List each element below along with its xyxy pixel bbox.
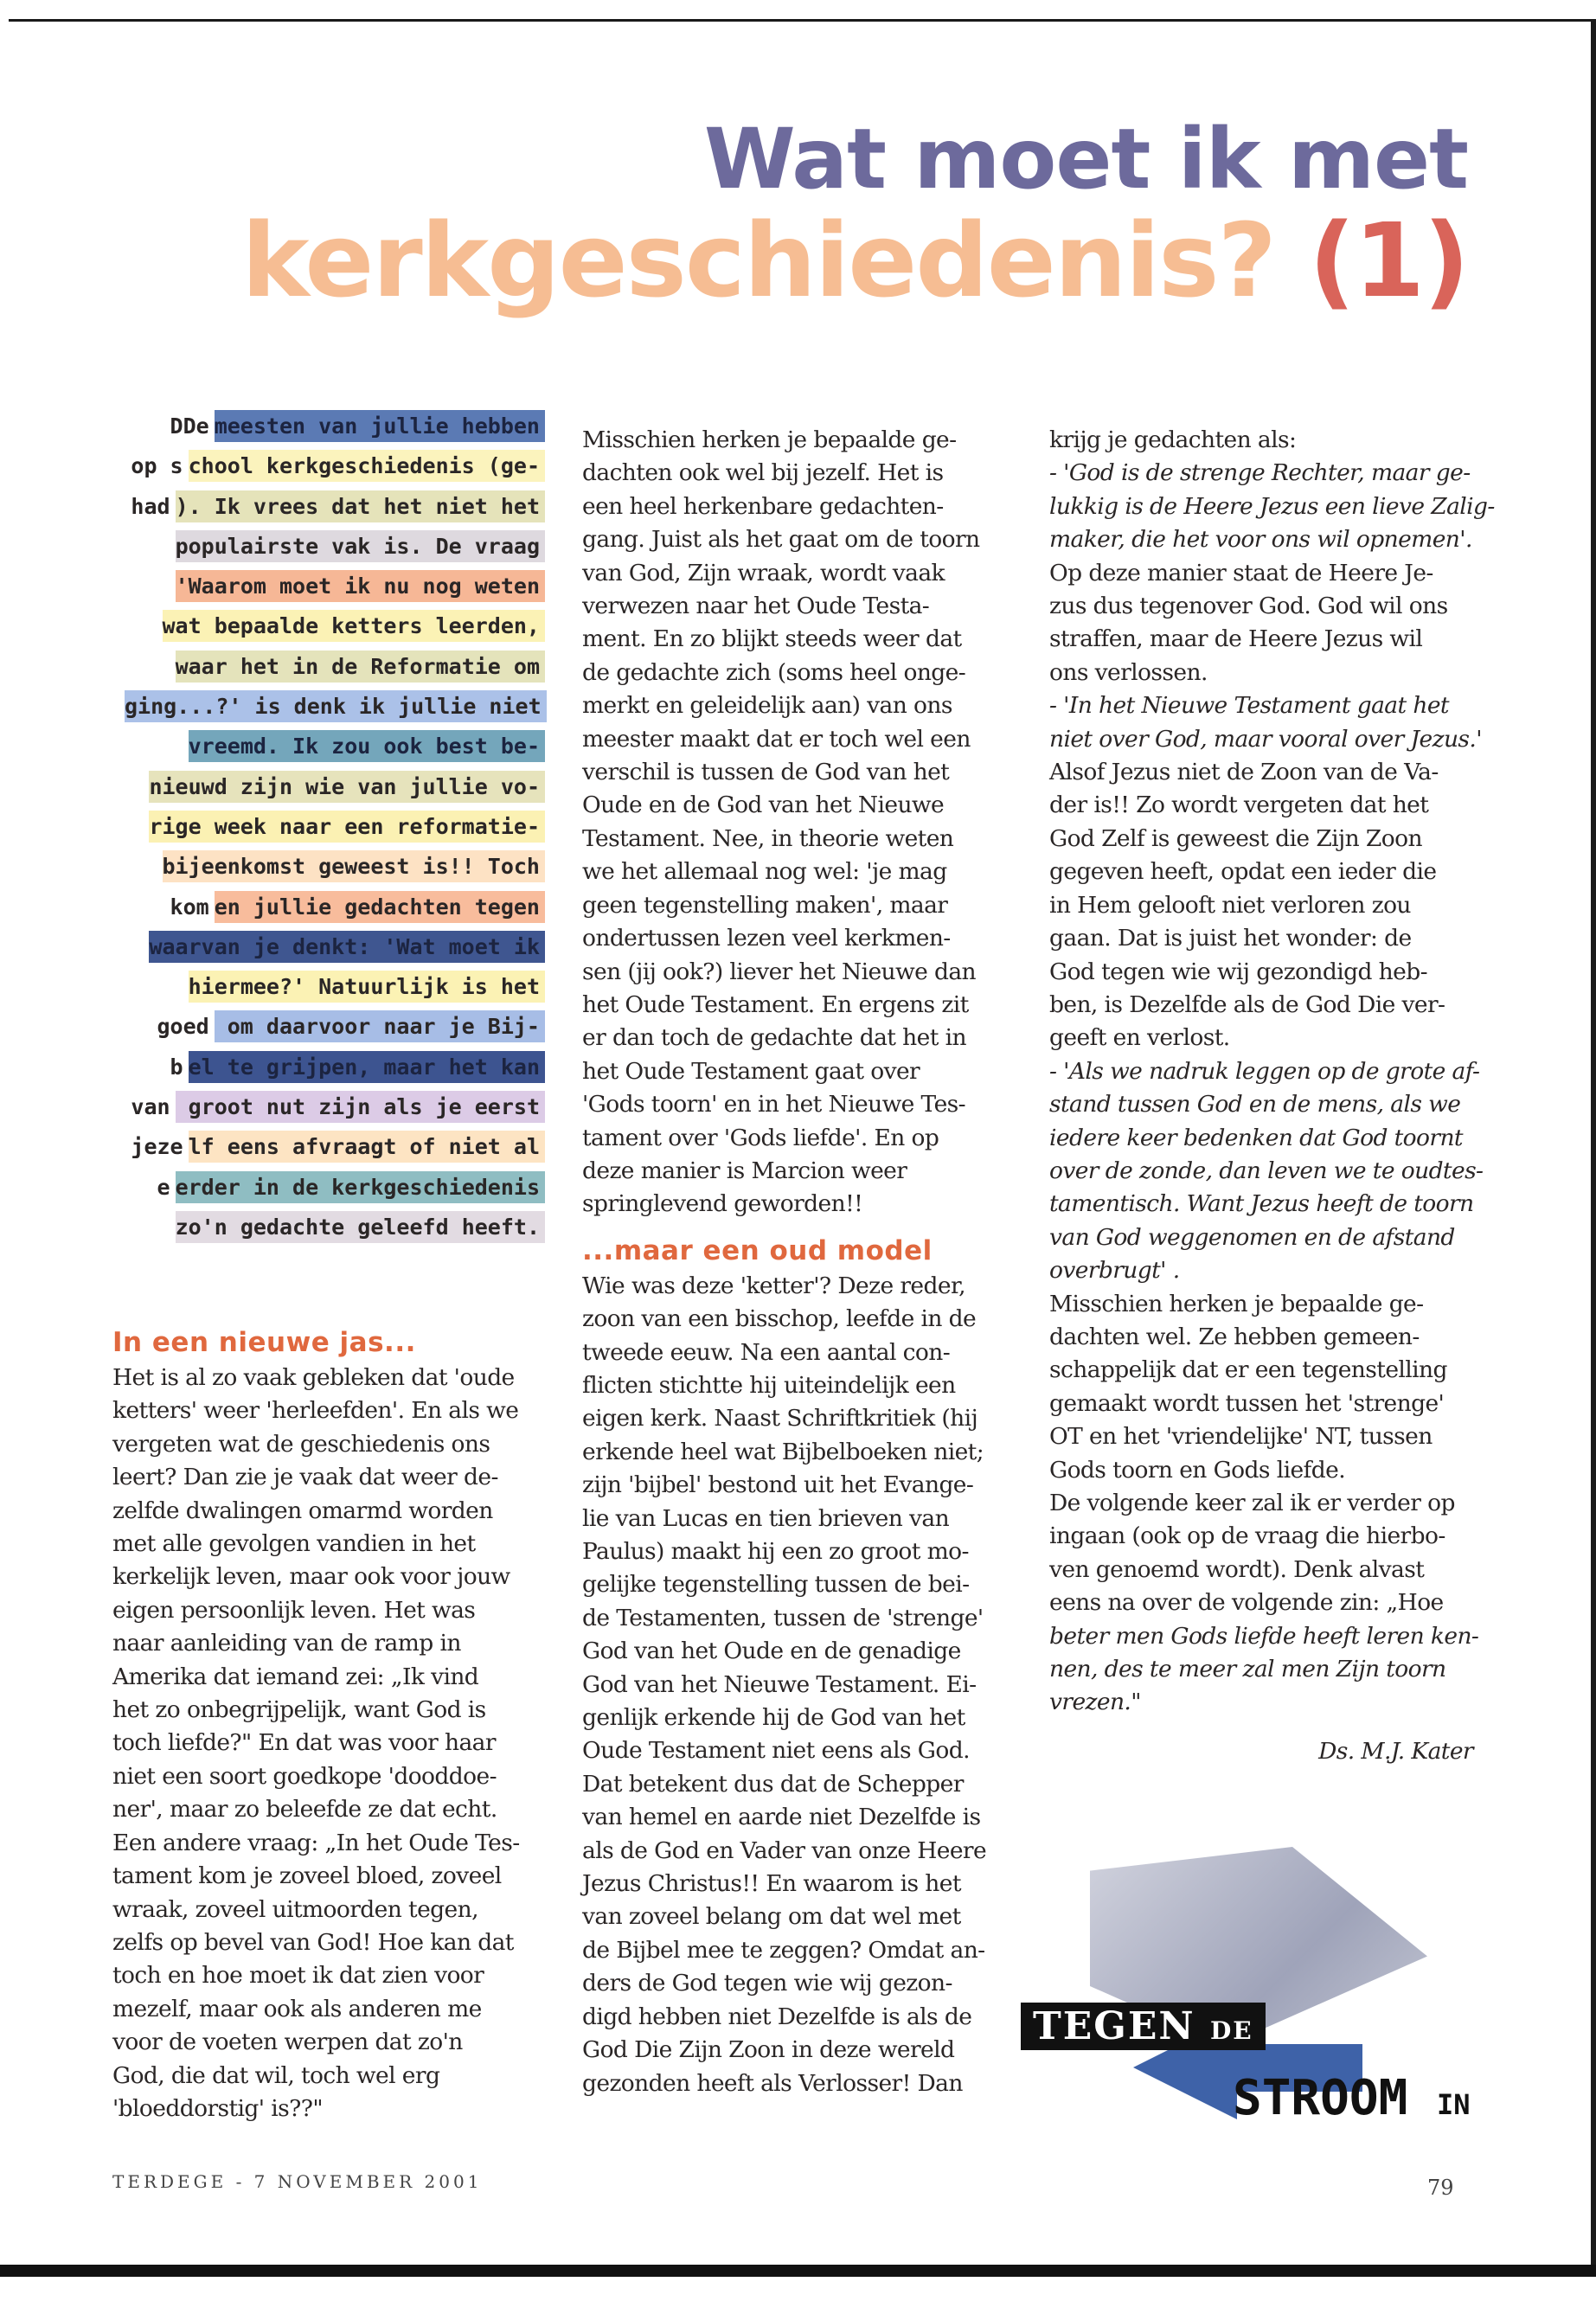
intro-line-highlight: erder in de kerkgeschiedenis bbox=[176, 1171, 545, 1203]
intro-line bbox=[112, 1087, 545, 1127]
intro-line-prefix bbox=[112, 690, 125, 722]
intro-line bbox=[112, 647, 545, 687]
intro-line-highlight: om daarvoor naar je Bij- bbox=[215, 1010, 545, 1042]
text-line: gaan. Dat is juist het wonder: de bbox=[1049, 925, 1412, 952]
text-line: van hemel en aarde niet Dezelfde is bbox=[582, 1804, 981, 1831]
article-title-line1: Wat moet ik met bbox=[703, 111, 1468, 208]
text-line: zus dus tegenover God. God wil ons bbox=[1049, 593, 1448, 620]
text-line: het Oude Testament gaat over bbox=[582, 1057, 920, 1085]
text-line: Een andere vraag: „In het Oude Tes- bbox=[112, 1829, 520, 1856]
logo-stroom bbox=[1233, 2070, 1471, 2126]
text-line: God Die Zijn Zoon in deze wereld bbox=[582, 2036, 955, 2064]
intro-line-prefix: e bbox=[157, 1174, 170, 1200]
text-line: in Hem gelooft niet verloren zou bbox=[1049, 891, 1411, 919]
author-signature: Ds. M.J. Kater bbox=[1318, 1737, 1473, 1765]
text-line: ingaan (ook op de vraag die hierbo- bbox=[1049, 1522, 1445, 1550]
intro-line bbox=[112, 767, 545, 807]
intro-line-highlight: waar het in de Reformatie om bbox=[176, 651, 545, 683]
intro-line-prefix: van bbox=[131, 1094, 170, 1120]
intro-line bbox=[112, 407, 545, 446]
page-border-right bbox=[1591, 19, 1596, 2268]
text-line: ons verlossen. bbox=[1049, 658, 1208, 686]
intro-line-highlight: groot nut zijn als je eerst bbox=[176, 1091, 545, 1123]
text-line: niet een soort goedkope 'dooddoe- bbox=[112, 1762, 497, 1790]
text-line: met alle gevolgen vandien in het bbox=[112, 1530, 476, 1558]
text-line: er dan toch de gedachte dat het in bbox=[582, 1024, 966, 1052]
text-line: als de God en Vader van onze Heere bbox=[582, 1836, 987, 1864]
intro-line bbox=[112, 807, 545, 847]
intro-line-highlight: lf eens afvraagt of niet al bbox=[189, 1131, 545, 1163]
text-line: Oude en de God van het Nieuwe bbox=[582, 792, 945, 819]
text-line: een heel herkenbare gedachten- bbox=[582, 492, 944, 520]
intro-line bbox=[112, 967, 545, 1007]
text-line: ven genoemd wordt). Denk alvast bbox=[1049, 1555, 1425, 1583]
intro-line-prefix bbox=[137, 771, 149, 803]
text-line: Dat betekent dus dat de Schepper bbox=[582, 1770, 964, 1798]
intro-line-prefix: b bbox=[170, 1054, 183, 1080]
text-line: Gods toorn en Gods liefde. bbox=[1049, 1456, 1346, 1484]
logo-tegen bbox=[1021, 2003, 1266, 2050]
text-line: Oude Testament niet eens als God. bbox=[582, 1737, 970, 1765]
intro-line bbox=[112, 727, 545, 766]
text-line: - 'In het Nieuwe Testament gaat het bbox=[1049, 692, 1449, 720]
text-line: tament over 'Gods liefde'. En op bbox=[582, 1124, 939, 1151]
text-line: geen tegenstelling maken', maar bbox=[582, 891, 948, 919]
intro-line-prefix bbox=[176, 730, 189, 762]
text-line: Amerika dat iemand zei: „Ik vind bbox=[112, 1663, 479, 1690]
text-line: Paulus) maakt hij een zo groot mo- bbox=[582, 1538, 969, 1565]
intro-line-prefix: goed bbox=[157, 1014, 209, 1040]
text-line: God van het Oude en de genadige bbox=[582, 1638, 961, 1665]
text-line: geeft en verlost. bbox=[1049, 1024, 1230, 1052]
text-line: mezelf, maar ook als anderen me bbox=[112, 1995, 482, 2022]
text-line: verschil is tussen de God van het bbox=[582, 759, 950, 786]
intro-line-highlight: ging...?' is denk ik jullie niet bbox=[125, 690, 547, 722]
text-line: Misschien herken je bepaalde ge- bbox=[1049, 1290, 1424, 1317]
text-line: straffen, maar de Heere Jezus wil bbox=[1049, 625, 1423, 653]
text-line: zijn 'bijbel' bestond uit het Evange- bbox=[582, 1471, 974, 1499]
text-line: toch en hoe moet ik dat zien voor bbox=[112, 1962, 484, 1990]
intro-line-prefix bbox=[163, 530, 176, 562]
column-3 bbox=[1049, 424, 1495, 1768]
intro-line-prefix bbox=[151, 850, 163, 882]
text-line: eigen kerk. Naast Schriftkritiek (hij bbox=[582, 1405, 978, 1433]
text-line: dachten wel. Ze hebben gemeen- bbox=[1049, 1323, 1420, 1350]
text-line: zelfde dwalingen omarmd worden bbox=[112, 1497, 493, 1524]
text-line: genlijk erkende hij de God van het bbox=[582, 1704, 965, 1732]
text-line: de Bijbel mee te zeggen? Omdat an- bbox=[582, 1936, 985, 1964]
column-1 bbox=[112, 1324, 520, 2125]
text-line: schappelijk dat er een tegenstelling bbox=[1049, 1356, 1447, 1384]
page-border-bottom bbox=[0, 2265, 1596, 2277]
page-number: 79 bbox=[1427, 2176, 1454, 2200]
intro-line-prefix: op s bbox=[131, 453, 183, 479]
intro-line bbox=[112, 927, 545, 967]
text-line: het Oude Testament. En ergens zit bbox=[582, 990, 969, 1018]
text-line: vrezen." bbox=[1049, 1689, 1141, 1716]
text-line: sen (jij ook?) liever het Nieuwe dan bbox=[582, 958, 977, 985]
intro-line bbox=[112, 1007, 545, 1047]
title-main: kerkgeschiedenis? bbox=[241, 201, 1275, 320]
text-line: leert? Dan zie je vaak dat weer de- bbox=[112, 1464, 498, 1491]
text-line: toch liefde?" En dat was voor haar bbox=[112, 1729, 496, 1757]
intro-line-prefix: had bbox=[131, 493, 170, 519]
intro-line-highlight: el te grijpen, maar het kan bbox=[189, 1051, 545, 1083]
text-line: de gedachte zich (soms heel onge- bbox=[582, 658, 966, 686]
text-line: tweede eeuw. Na een aantal con- bbox=[582, 1338, 951, 1366]
intro-line-highlight: 'Waarom moet ik nu nog weten bbox=[176, 570, 545, 602]
intro-line-highlight: hiermee?' Natuurlijk is het bbox=[189, 971, 545, 1003]
text-line: springlevend geworden!! bbox=[582, 1190, 863, 1218]
intro-line-prefix bbox=[163, 570, 176, 602]
text-line: tamentisch. Want Jezus heeft de toorn bbox=[1049, 1190, 1474, 1218]
intro-line-highlight: waarvan je denkt: 'Wat moet ik bbox=[149, 931, 545, 963]
text-line: van zoveel belang om dat wel met bbox=[582, 1903, 961, 1931]
text-line: OT en het 'vriendelijke' NT, tussen bbox=[1049, 1423, 1433, 1451]
text-line: Wie was deze 'ketter'? Deze reder, bbox=[582, 1272, 965, 1299]
intro-line bbox=[112, 687, 545, 727]
intro-line-highlight: populairste vak is. De vraag bbox=[176, 530, 545, 562]
text-line: meester maakt dat er toch wel een bbox=[582, 725, 971, 753]
text-line: vergeten wat de geschiedenis ons bbox=[112, 1430, 490, 1458]
text-line: wraak, zoveel uitmoorden tegen, bbox=[112, 1895, 478, 1923]
text-line: - 'Als we nadruk leggen op de grote af- bbox=[1049, 1057, 1480, 1085]
text-line: Alsof Jezus niet de Zoon van de Va- bbox=[1049, 759, 1439, 786]
text-line: De volgende keer zal ik er verder op bbox=[1049, 1490, 1455, 1516]
text-line: 'Gods toorn' en in het Nieuwe Tes- bbox=[582, 1091, 966, 1118]
intro-line-prefix bbox=[176, 971, 189, 1003]
column-2 bbox=[582, 424, 986, 2100]
intro-line-prefix bbox=[137, 931, 149, 963]
intro-line-highlight: en jullie gedachten tegen bbox=[215, 891, 545, 923]
logo-word-in: IN bbox=[1437, 2088, 1471, 2121]
intro-line-highlight: ). Ik vrees dat het niet het bbox=[176, 490, 545, 522]
text-line: we het allemaal nog wel: 'je mag bbox=[582, 858, 947, 886]
intro-line bbox=[112, 1048, 545, 1087]
intro-line-highlight: bijeenkomst geweest is!! Toch bbox=[163, 850, 546, 882]
text-line: de Testamenten, tussen de 'strenge' bbox=[582, 1604, 984, 1631]
text-line: van God weggenomen en de afstand bbox=[1049, 1223, 1455, 1251]
intro-line-prefix bbox=[151, 610, 163, 642]
intro-line bbox=[112, 1127, 545, 1167]
intro-line-prefix bbox=[163, 1211, 176, 1243]
text-line: overbrugt' . bbox=[1049, 1257, 1180, 1285]
text-line: Het is al zo vaak gebleken dat 'oude bbox=[112, 1364, 515, 1391]
text-line: ketters' weer 'herleefden'. En als we bbox=[112, 1397, 519, 1425]
intro-line-prefix bbox=[163, 651, 176, 683]
text-line: Misschien herken je bepaalde ge- bbox=[582, 426, 957, 453]
intro-highlighted-text bbox=[112, 407, 545, 1247]
text-line: naar aanleiding van de ramp in bbox=[112, 1630, 461, 1657]
text-line: het zo onbegrijpelijk, want God is bbox=[112, 1696, 486, 1724]
text-line: digd hebben niet Dezelfde is als de bbox=[582, 2003, 972, 2030]
text-line: ondertussen lezen veel kerkmen- bbox=[582, 925, 951, 952]
text-line: gemaakt wordt tussen het 'strenge' bbox=[1049, 1389, 1445, 1417]
text-line: eens na over de volgende zin: „Hoe bbox=[1049, 1589, 1444, 1617]
intro-line-highlight: rige week naar een reformatie- bbox=[149, 811, 545, 843]
text-line: kerkelijk leven, maar ook voor jouw bbox=[112, 1563, 510, 1591]
text-line: ment. En zo blijkt steeds weer dat bbox=[582, 625, 962, 653]
text-line: niet over God, maar vooral over Jezus.' bbox=[1049, 725, 1482, 753]
text-line: van God, Zijn wraak, wordt vaak bbox=[582, 559, 945, 586]
text-line: deze manier is Marcion weer bbox=[582, 1157, 907, 1184]
logo-word-tegen: TEGEN bbox=[1033, 2004, 1195, 2048]
text-line: God, die dat wil, toch wel erg bbox=[112, 2061, 440, 2089]
text-line: Jezus Christus!! En waarom is het bbox=[582, 1870, 961, 1898]
text-line: tament kom je zoveel bloed, zoveel bbox=[112, 1862, 502, 1890]
text-line: beter men Gods liefde heeft leren ken- bbox=[1049, 1622, 1479, 1650]
text-line: gegeven heeft, opdat een ieder die bbox=[1049, 858, 1437, 886]
intro-line-highlight: vreemd. Ik zou ook best be- bbox=[189, 730, 545, 762]
text-line: God Zelf is geweest die Zijn Zoon bbox=[1049, 824, 1422, 852]
footer-publication: TERDEGE - 7 NOVEMBER 2001 bbox=[112, 2171, 483, 2192]
text-line: Testament. Nee, in theorie weten bbox=[582, 824, 954, 852]
text-line: gezonden heeft als Verlosser! Dan bbox=[582, 2069, 963, 2097]
intro-line bbox=[112, 888, 545, 927]
text-line: God tegen wie wij gezondigd heb- bbox=[1049, 958, 1427, 985]
intro-line bbox=[112, 446, 545, 486]
title-number: (1) bbox=[1309, 201, 1468, 320]
intro-line-prefix bbox=[137, 811, 149, 843]
text-line: voor de voeten werpen dat zo'n bbox=[112, 2029, 463, 2056]
text-line: ders de God tegen wie wij gezon- bbox=[582, 1970, 952, 1997]
intro-line-highlight: zo'n gedachte geleefd heeft. bbox=[176, 1211, 545, 1243]
subheading-nieuwe-jas: In een nieuwe jas... bbox=[112, 1327, 416, 1358]
text-line: ben, is Dezelfde als de God Die ver- bbox=[1049, 990, 1445, 1018]
intro-line-highlight: wat bepaalde ketters leerden, bbox=[163, 610, 546, 642]
text-line: lie van Lucas en tien brieven van bbox=[582, 1504, 950, 1532]
text-line: zelfs op bevel van God! Hoe kan dat bbox=[112, 1928, 514, 1956]
text-line: gelijke tegenstelling tussen de bei- bbox=[582, 1571, 970, 1599]
text-line: flicten stichtte hij uiteindelijk een bbox=[582, 1371, 956, 1399]
text-line: zoon van een bisschop, leefde in de bbox=[582, 1305, 977, 1333]
intro-line bbox=[112, 606, 545, 646]
text-line: 'bloeddorstig' is??" bbox=[112, 2094, 323, 2122]
intro-line bbox=[112, 1208, 545, 1247]
text-line: ner', maar zo beleefde ze dat echt. bbox=[112, 1796, 497, 1823]
text-line: dachten ook wel bij jezelf. Het is bbox=[582, 459, 944, 487]
intro-line bbox=[112, 487, 545, 527]
intro-line-highlight: chool kerkgeschiedenis (ge- bbox=[189, 450, 545, 482]
intro-line bbox=[112, 567, 545, 606]
intro-line-highlight: nieuwd zijn wie van jullie vo- bbox=[149, 771, 545, 803]
intro-line-prefix: jeze bbox=[131, 1134, 183, 1160]
text-line: verwezen naar het Oude Testa- bbox=[582, 593, 930, 620]
text-line: lukkig is de Heere Jezus een lieve Zalig- bbox=[1049, 492, 1495, 520]
subheading-oud-model: ...maar een oud model bbox=[582, 1234, 933, 1266]
text-line: der is!! Zo wordt vergeten dat het bbox=[1049, 792, 1429, 819]
intro-line bbox=[112, 527, 545, 567]
page-border-top bbox=[9, 19, 1596, 22]
tegen-de-stroom-in-logo bbox=[1012, 1838, 1531, 2150]
text-line: gang. Juist als het gaat om de toorn bbox=[582, 526, 980, 554]
logo-word-stroom: STROOM bbox=[1233, 2070, 1408, 2126]
text-line: eigen persoonlijk leven. Het was bbox=[112, 1596, 476, 1624]
intro-line-highlight: meesten van jullie hebben bbox=[215, 410, 545, 442]
text-line: iedere keer bedenken dat God toornt bbox=[1049, 1124, 1463, 1151]
intro-line bbox=[112, 1168, 545, 1208]
intro-line-prefix: kom bbox=[170, 894, 209, 920]
text-line: over de zonde, dan leven we te oudtes- bbox=[1049, 1157, 1484, 1184]
text-line: erkende heel wat Bijbelboeken niet; bbox=[582, 1438, 984, 1465]
intro-line-prefix: DDe bbox=[170, 413, 209, 439]
intro-line bbox=[112, 847, 545, 887]
text-line: - 'God is de strenge Rechter, maar ge- bbox=[1049, 459, 1471, 487]
text-line: krijg je gedachten als: bbox=[1049, 426, 1297, 453]
article-title-line2 bbox=[241, 201, 1468, 320]
text-line: stand tussen God en de mens, als we bbox=[1049, 1091, 1461, 1118]
text-line: merkt en geleidelijk aan) van ons bbox=[582, 692, 952, 720]
text-line: Op deze manier staat de Heere Je- bbox=[1049, 559, 1433, 586]
text-line: maker, die het voor ons wil opnemen'. bbox=[1049, 526, 1472, 554]
text-line: God van het Nieuwe Testament. Ei- bbox=[582, 1670, 977, 1698]
text-line: nen, des te meer zal men Zijn toorn bbox=[1049, 1656, 1446, 1683]
logo-word-de: DE bbox=[1209, 2016, 1253, 2045]
